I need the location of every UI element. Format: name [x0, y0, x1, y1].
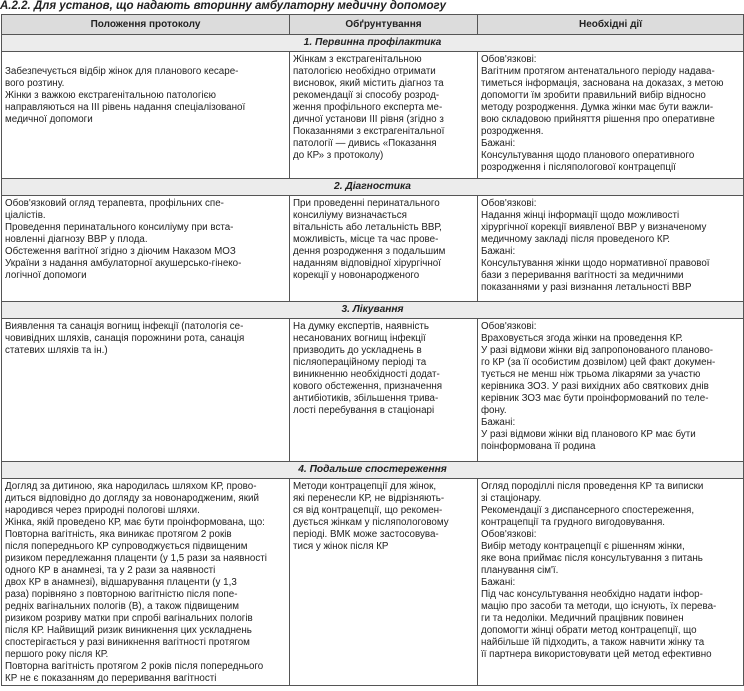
- text-line: тується не менш ніж трьома лікарями за участю: [481, 369, 701, 380]
- text-line: двох КР в анамнезі), відшарування плаценти (у 1,3: [5, 577, 237, 588]
- text-line: ження профільного експерта ме-: [293, 102, 443, 113]
- text-line: медичному закладі після проведеного КР.: [481, 234, 671, 245]
- section-title-treatment: 3. Лікування: [2, 302, 744, 319]
- text-line: направляються на III рівень надання спеціалізованої: [5, 102, 246, 113]
- text-line: У разі відмови жінки від планового КР має бути: [481, 429, 696, 440]
- text-line: дичної установи III рівня (згідно з: [293, 114, 444, 125]
- text-line: Бажані:: [481, 577, 516, 588]
- text-line: розродження.: [481, 126, 544, 137]
- table-row: [2, 319, 744, 462]
- text-line: Жінка, якій проведено КР, має бути проінформована, що:: [5, 517, 265, 528]
- text-line: найбільше їй підходить, а також навчити жінку та: [481, 637, 705, 648]
- text-line: КР не є показанням до переривання вагітності: [5, 673, 217, 684]
- text-line: Враховується згода жінки на проведення КР.: [481, 333, 683, 344]
- text-line: го КР (за її особистим дозвілом) цей факт докумен-: [481, 357, 716, 368]
- text-line: контрацепції та грудного вигодовування.: [481, 517, 665, 528]
- text-line: Забезпечується відбір жінок для планового кесаре-: [5, 66, 239, 77]
- header-row: [2, 15, 744, 35]
- section-header-row: [2, 35, 744, 52]
- text-line: після попереднього КР супроводжується підвищеним: [5, 541, 248, 552]
- text-line: диться відповідно до догляду за новонародженим, який: [5, 493, 259, 504]
- table-row: [2, 479, 744, 686]
- text-line: хірургічної корекції виявленої ВВР у визначеному: [481, 222, 707, 233]
- page-title: А.2.2. Для установ, що надають вторинну амбулаторну медичну допомогу: [0, 0, 447, 12]
- section-title-diagnostics: 2. Діагностика: [2, 179, 744, 196]
- text-line: редніх вагінальних пологів (В), а також підвищеним: [5, 601, 239, 612]
- text-line: Обов'язковий огляд терапевта, профільних спе-: [5, 198, 224, 209]
- text-line: післяопераційному періоді та: [293, 357, 427, 368]
- text-line: розродження і післяпологової контрацепції: [481, 162, 676, 173]
- text-line: Бажані:: [481, 417, 516, 428]
- text-line: патологією необхідно отримати: [293, 66, 436, 77]
- text-line: Методи контрацепції для жінок,: [293, 481, 437, 492]
- text-line: Огляд породіллі після проведення КР та виписки: [481, 481, 704, 492]
- text-line: раза) порівняно з повторною вагітністю після попе-: [5, 589, 238, 600]
- text-line: Вибір методу контрацепції є рішенням жінки,: [481, 541, 685, 552]
- provisions-cell: [2, 479, 290, 686]
- text-line: При проведенні перинатального: [293, 198, 440, 209]
- text-line: планування сім'ї.: [481, 565, 559, 576]
- text-line: Обстеження вагітної згідно з діючим Наказом МОЗ: [5, 246, 236, 257]
- text-line: вітальність або летальність ВВР,: [293, 222, 442, 233]
- text-line: антибіотиків, збільшення трива-: [293, 393, 439, 404]
- actions-cell: [478, 52, 744, 179]
- text-line: патології — дивись «Показання: [293, 138, 437, 149]
- text-line: України з надання амбулаторної акушерсько-гінеко-: [5, 258, 242, 269]
- provisions-cell: [2, 196, 290, 302]
- text-line: вою складовою прийняття рішення про оперативне: [481, 114, 715, 125]
- text-line: статевих шляхів та ін.): [5, 345, 108, 356]
- text-line: її партнера використовувати цей метод ефективно: [481, 649, 712, 660]
- text-line: рекомендації зі способу розрод-: [293, 90, 440, 101]
- text-line: допомогти жінці обрати метод контрацепції, що: [481, 625, 697, 636]
- text-line: На думку експертів, наявність: [293, 321, 429, 332]
- text-line: Показаннями з екстрагенітальної: [293, 126, 445, 137]
- text-line: Вагітним протягом антенатального періоду надава-: [481, 66, 715, 77]
- header-provisions: Положення протоколу: [2, 15, 290, 35]
- text-line: наданням відповідної хірургічної: [293, 258, 441, 269]
- text-line: тися у жінок після КР: [293, 541, 389, 552]
- text-line: бази з переривання вагітності за медичними: [481, 270, 684, 281]
- text-line: Повторна вагітність, яка виникає протягом 2 років: [5, 529, 232, 540]
- text-line: ся від контрацепції, що рекомен-: [293, 505, 443, 516]
- text-line: керівника ЗОЗ. У разі вихідних або святкових днів: [481, 381, 709, 392]
- text-line: поінформована її родина: [481, 441, 596, 452]
- rationale-cell: [290, 196, 478, 302]
- section-title-follow-up: 4. Подальше спостереження: [2, 462, 744, 479]
- section-header-row: [2, 179, 744, 196]
- table-row: [2, 196, 744, 302]
- text-line: Жінки з важкою екстрагенітальною патологією: [5, 90, 216, 101]
- header-rationale: Обґрунтування: [290, 15, 478, 35]
- text-line: логічної допомоги: [5, 270, 87, 281]
- text-line: Під час консультування необхідно надати інфор-: [481, 589, 703, 600]
- text-line: Обов'язкові:: [481, 198, 537, 209]
- text-line: Бажані:: [481, 246, 516, 257]
- text-line: спостерігається у разі виникнення вагітності протягом: [5, 637, 250, 648]
- text-line: після КР. Найвищий ризик виникнення цих ускладнень: [5, 625, 252, 636]
- text-line: кового обстеження, призначення: [293, 381, 443, 392]
- text-line: вого розтину.: [5, 78, 65, 89]
- text-line: Догляд за дитиною, яка народилась шляхом КР, прово-: [5, 481, 257, 492]
- text-line: лості перебування в стаціонарі: [293, 405, 435, 416]
- text-line: призводить до ускладнень в: [293, 345, 422, 356]
- text-line: керівник ЗОЗ має бути проінформований по телe-: [481, 393, 709, 404]
- text-line: Жінкам з екстрагенітальною: [293, 54, 422, 65]
- text-line: зі стаціонару.: [481, 493, 542, 504]
- text-line: висновок, який містить діагноз та: [293, 78, 444, 89]
- text-line: Консультування жінки щодо нормативної правової: [481, 258, 710, 269]
- provisions-cell: [2, 52, 290, 179]
- section-header-row: [2, 462, 744, 479]
- header-actions: Необхідні дії: [478, 15, 744, 35]
- actions-cell: [478, 479, 744, 686]
- actions-cell: [478, 196, 744, 302]
- provisions-cell: [2, 319, 290, 462]
- text-line: першого року після КР.: [5, 649, 109, 660]
- text-line: Обов'язкові:: [481, 529, 537, 540]
- text-line: ги та недоліки. Медичний працівник повинен: [481, 613, 684, 624]
- text-line: медичної допомоги: [5, 114, 93, 125]
- text-line: Виявлення та санація вогнищ інфекції (патологія се-: [5, 321, 244, 332]
- text-line: допомогти їм зробити правильний вибір відносно: [481, 90, 706, 101]
- text-line: дується жінкам у післяпологовому: [293, 517, 449, 528]
- text-line: Консультування щодо планового оперативного: [481, 150, 695, 161]
- protocol-table: [1, 14, 744, 686]
- text-line: Надання жінці інформації щодо можливості: [481, 210, 680, 221]
- text-line: консиліуму визначається: [293, 210, 407, 221]
- text-line: дення розродження з подальшим: [293, 246, 446, 257]
- text-line: періоді. ВМК може застосовува-: [293, 529, 439, 540]
- text-line: новленні діагнозу ВВР у плода.: [5, 234, 148, 245]
- text-line: Повторна вагітність протягом 2 років після попереднього: [5, 661, 264, 672]
- rationale-cell: [290, 319, 478, 462]
- text-line: корекції у новонародженого: [293, 270, 420, 281]
- rationale-cell: [290, 52, 478, 179]
- text-line: ризиком розриву матки при спробі вагінальних пологів: [5, 613, 253, 624]
- text-line: Обов'язкові:: [481, 54, 537, 65]
- rationale-cell: [290, 479, 478, 686]
- text-line: мацію про засоби та методи, що існують, їх перева-: [481, 601, 717, 612]
- text-line: Обов'язкові:: [481, 321, 537, 332]
- text-line: які перенесли КР, не відрізняють-: [293, 493, 445, 504]
- text-line: Проведення перинатального консиліуму при вста-: [5, 222, 234, 233]
- text-line: народився через природні пологові шляхи.: [5, 505, 200, 516]
- text-line: до КР» з протоколу): [293, 150, 384, 161]
- text-line: тиметься інформація, заснована на доказах, з метою: [481, 78, 724, 89]
- text-line: ризиком передлежання плаценти (у 1,5 рази за наявності: [5, 553, 267, 564]
- text-line: Бажані:: [481, 138, 516, 149]
- text-line: човивідних шляхів, санація порожнини рота, санація: [5, 333, 245, 344]
- text-line: ціалістів.: [5, 210, 46, 221]
- text-line: методу розродження. Думка жінки має бути важли-: [481, 102, 714, 113]
- actions-cell: [478, 319, 744, 462]
- section-title-prevention: 1. Первинна профілактика: [2, 35, 744, 52]
- text-line: показаннями у разі визнання летальності ВВР: [481, 282, 692, 293]
- text-line: виникненню необхідності додат-: [293, 369, 440, 380]
- text-line: можливість, місце та час прове-: [293, 234, 439, 245]
- text-line: одного КР в анамнезі, та у 2 рази за наявності: [5, 565, 216, 576]
- text-line: Рекомендації з диспансерного спостереження,: [481, 505, 695, 516]
- text-line: яке вона приймає після консультування з питань: [481, 553, 703, 564]
- table-row: [2, 52, 744, 179]
- section-header-row: [2, 302, 744, 319]
- text-line: несанованих вогнищ інфекції: [293, 333, 426, 344]
- text-line: У разі відмови жінки від запропонованого планово-: [481, 345, 714, 356]
- text-line: фону.: [481, 405, 507, 416]
